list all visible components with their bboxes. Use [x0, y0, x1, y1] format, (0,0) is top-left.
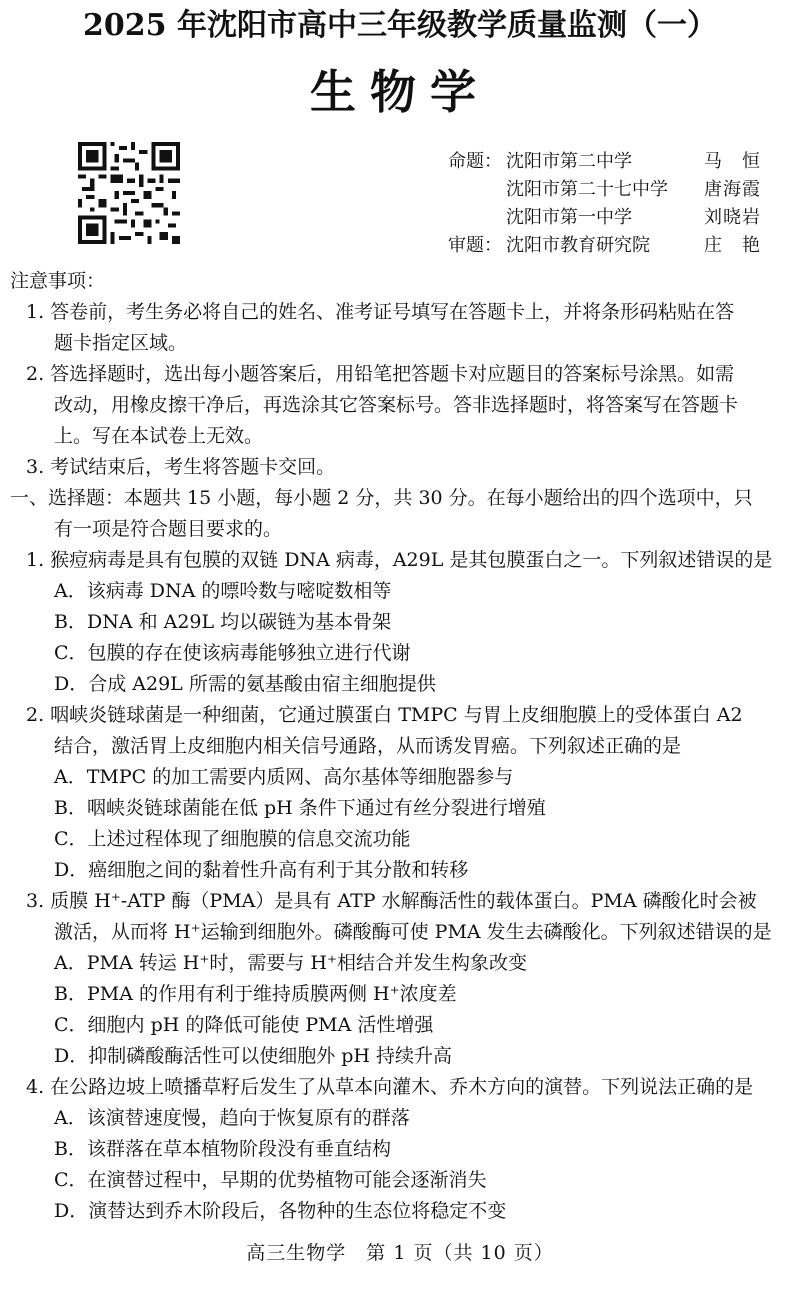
question-option: A．TMPC 的加工需要内质网、高尔基体等细胞器参与 — [54, 766, 514, 788]
section-heading-cont: 有一项是符合题目要求的。 — [54, 518, 283, 540]
notes-heading: 注意事项： — [10, 270, 106, 292]
exam-body — [10, 266, 780, 1227]
subject-title: 生物学 — [310, 65, 490, 119]
author-unit: 沈阳市第二十七中学 — [506, 179, 668, 200]
question-stem: 3. 质膜 H⁺-ATP 酶（PMA）是具有 ATP 水解酶活性的载体蛋白。PMA 磷酸化时会被 — [26, 890, 757, 912]
note-line: 上。写在本试卷上无效。 — [54, 425, 264, 447]
question-option: B．咽峡炎链球菌能在低 pH 条件下通过有丝分裂进行增殖 — [54, 797, 546, 819]
question-option: C．在演替过程中，早期的优势植物可能会逐渐消失 — [54, 1169, 487, 1191]
author-name: 庄 艳 — [704, 235, 761, 256]
question-option: D．抑制磷酸酶活性可以使细胞外 pH 持续升高 — [54, 1045, 453, 1067]
question-option: A．该演替速度慢，趋向于恢复原有的群落 — [54, 1107, 410, 1129]
question-option: A．该病毒 DNA 的嘌呤数与嘧啶数相等 — [54, 580, 392, 602]
exam-title: 2025 年沈阳市高中三年级教学质量监测（一） — [83, 8, 717, 43]
question-option: C．上述过程体现了细胞膜的信息交流功能 — [54, 828, 411, 850]
author-role: 命题： — [448, 151, 502, 172]
author-name: 唐海霞 — [704, 179, 761, 200]
author-row — [448, 232, 778, 260]
question-stem: 4. 在公路边坡上喷播草籽后发生了从草本向灌木、乔木方向的演替。下列说法正确的是 — [26, 1076, 754, 1098]
question-option: A．PMA 转运 H⁺时，需要与 H⁺相结合并发生构象改变 — [54, 952, 527, 974]
author-row — [448, 176, 778, 204]
page-footer: 高三生物学 第 1 页（共 10 页） — [246, 1242, 554, 1264]
question-option: D．演替达到乔木阶段后，各物种的生态位将稳定不变 — [54, 1200, 507, 1222]
author-row — [448, 204, 778, 232]
question-option: C．细胞内 pH 的降低可能使 PMA 活性增强 — [54, 1014, 434, 1036]
author-row — [448, 148, 778, 176]
question-stem: 激活，从而将 H⁺运输到细胞外。磷酸酶可使 PMA 发生去磷酸化。下列叙述错误的是 — [54, 921, 772, 943]
question-option: B．该群落在草本植物阶段没有垂直结构 — [54, 1138, 391, 1160]
author-unit: 沈阳市第一中学 — [506, 207, 632, 228]
author-role: 审题： — [448, 235, 502, 256]
question-stem: 结合，激活胃上皮细胞内相关信号通路，从而诱发胃癌。下列叙述正确的是 — [54, 735, 682, 757]
question-option: D．合成 A29L 所需的氨基酸由宿主细胞提供 — [54, 673, 436, 695]
question-option: C．包膜的存在使该病毒能够独立进行代谢 — [54, 642, 411, 664]
author-unit: 沈阳市第二中学 — [506, 151, 632, 172]
author-list — [448, 148, 778, 260]
author-name: 马 恒 — [704, 151, 761, 172]
note-line: 2. 答选择题时，选出每小题答案后，用铅笔把答题卡对应题目的答案标号涂黑。如需 — [26, 363, 735, 385]
question-option: B．DNA 和 A29L 均以碳链为基本骨架 — [54, 611, 392, 633]
author-unit: 沈阳市教育研究院 — [506, 235, 650, 256]
note-line: 1. 答卷前，考生务必将自己的姓名、准考证号填写在答题卡上，并将条形码粘贴在答 — [26, 301, 735, 323]
question-stem: 1. 猴痘病毒是具有包膜的双链 DNA 病毒，A29L 是其包膜蛋白之一。下列叙述错误的是 — [26, 549, 773, 571]
question-option: B．PMA 的作用有利于维持质膜两侧 H⁺浓度差 — [54, 983, 457, 1005]
note-line: 3. 考试结束后，考生将答题卡交回。 — [26, 456, 336, 478]
qr-code — [78, 142, 180, 244]
note-line: 改动，用橡皮擦干净后，再选涂其它答案标号。答非选择题时，将答案写在答题卡 — [54, 394, 739, 416]
question-stem: 2. 咽峡炎链球菌是一种细菌，它通过膜蛋白 TMPC 与胃上皮细胞膜上的受体蛋白 A2 — [26, 704, 743, 726]
author-name: 刘晓岩 — [704, 207, 761, 228]
question-option: D．癌细胞之间的黏着性升高有利于其分散和转移 — [54, 859, 469, 881]
note-line: 题卡指定区域。 — [54, 332, 188, 354]
section-heading: 一、选择题：本题共 15 小题，每小题 2 分，共 30 分。在每小题给出的四个选项中，只 — [10, 487, 753, 509]
